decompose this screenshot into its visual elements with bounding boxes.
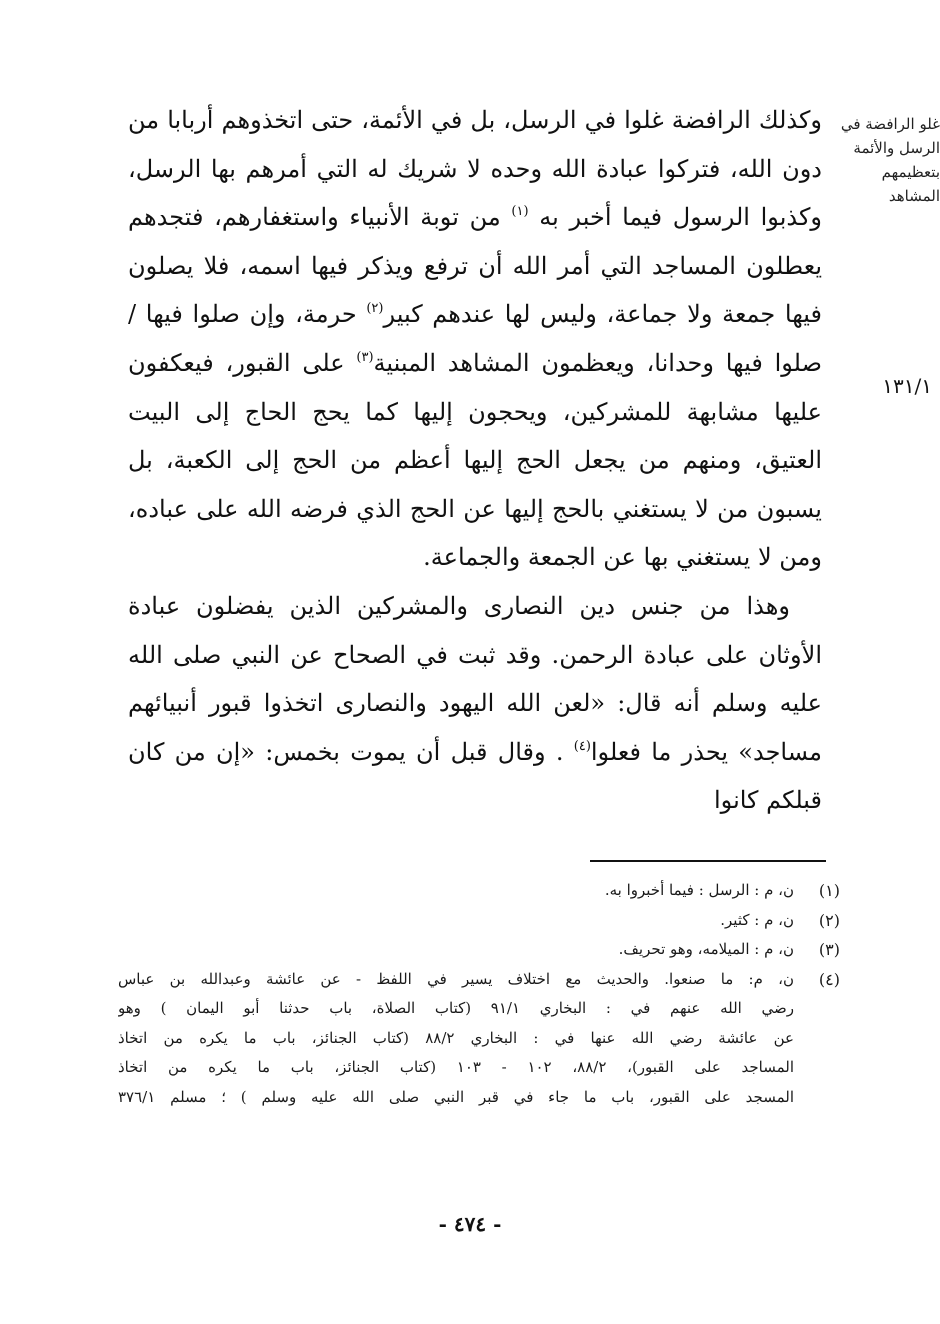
footnote-line: عن عائشة رضي الله عنها في : البخاري ٨٨/٢ (كتاب الجنائز، باب ما يكره من اتخاذ xyxy=(118,1028,794,1047)
margin-note-line: غلو الرافضة في xyxy=(840,115,940,133)
paragraph-1: وكذلك الرافضة غلوا في الرسل، بل في الأئمة، حتى اتخذوهم أربابا من دون الله، فتركوا عبادة الله وحده لا شريك له التي أمرهم بها الرسل، وكذبوا الرسول فيما أخبر به $^{(١)}$ من توبة الأنبياء واستغفارهم، فتجدهم يعطلون المساجد التي أمر الله أن ترفع ويذكر فيها اسمه، فلا يصلون فيها جمعة ولا جماعة، وليس لها عندهم كبير$^{(٢)}$ حرمة، وإن صلوا فيها / صلوا فيها وحدانا، ويعظمون المشاهد المبنية$^{(٣)}$ على القبور، فيعكفون عليها مشابهة للمشركين، ويحجون إليها كما يحج الحاج إلى البيت العتيق، ومنهم من يجعل الحج إليها أعظم من الحج إلى الكعبة، بل يسبون من لا يستغني بالحج إليها عن الحج الذي فرضه الله على عباده، ومن لا يستغني بها عن الجمعة والجماعة. xyxy=(128,106,823,572)
page-number: - ٤٧٤ - xyxy=(438,1212,502,1236)
margin-note xyxy=(840,112,940,208)
footnote-ref-3[interactable]: (٣) xyxy=(356,349,374,365)
footnote-text xyxy=(118,965,794,1113)
footnote-line: المساجد على القبور)، ٨٨/٢، ١٠٢ - ١٠٣ (كتاب الجنائز، باب ما يكره من اتخاذ xyxy=(118,1058,794,1076)
volume-page-reference: ١٣١/١ xyxy=(882,374,932,398)
footnote-2 xyxy=(118,906,840,936)
footnote-number: (٤) xyxy=(818,969,840,989)
footnote-ref-1[interactable]: (١) xyxy=(511,204,529,220)
footnote-3 xyxy=(118,935,840,965)
footnotes xyxy=(118,876,840,1112)
footnote-number: (٣) xyxy=(818,940,840,959)
footnote-1 xyxy=(118,876,840,906)
footnote-separator xyxy=(590,860,826,862)
footnote-text: ن، م : الميلامه، وهو تحريف. xyxy=(618,940,794,958)
margin-note-line: بتعظيمهم xyxy=(881,163,940,181)
footnote-text: ن، م : كثير. xyxy=(720,910,794,929)
paragraph-2: وهذا من جنس دين النصارى والمشركين الذين يفضلون عبادة الأوثان على عبادة الرحمن. وقد ثبت في الصحاح عن النبي صلى الله عليه وسلم أنه قال: «لعن الله اليهود والنصارى اتخذوا قبور أنبيائهم مساجد» يحذر ما فعلوا$^{(٤)}$ . وقال قبل أن يموت بخمس: «إن من كان قبلكم كانوا xyxy=(128,591,822,815)
footnote-line: المسجد على القبور، باب ما جاء في قبر النبي صلى الله عليه وسلم ) ؛ مسلم ٣٧٦/١ xyxy=(118,1087,794,1106)
footnote-line: رضي الله عنهم في : البخاري ٩١/١ (كتاب الصلاة، باب حدثنا أبو اليمان ) وهو xyxy=(118,999,794,1017)
footnote-number: (١) xyxy=(818,881,840,900)
margin-note-line: الرسل والأئمة xyxy=(853,139,940,157)
footnote-line: ن، م: ما صنعوا. والحديث مع اختلاف يسير في اللفظ - عن عائشة وعبدالله بن عباس xyxy=(118,969,794,988)
footnote-number: (٢) xyxy=(818,910,840,930)
margin-note-line: المشاهد xyxy=(888,187,940,205)
footnote-4 xyxy=(118,965,840,1113)
main-text xyxy=(128,96,822,825)
footnote-ref-2[interactable]: (٢) xyxy=(366,301,384,317)
footnote-ref-4[interactable]: (٤) xyxy=(573,738,591,754)
footnote-text: ن، م : الرسل : فيما أخبروا به. xyxy=(604,881,794,899)
